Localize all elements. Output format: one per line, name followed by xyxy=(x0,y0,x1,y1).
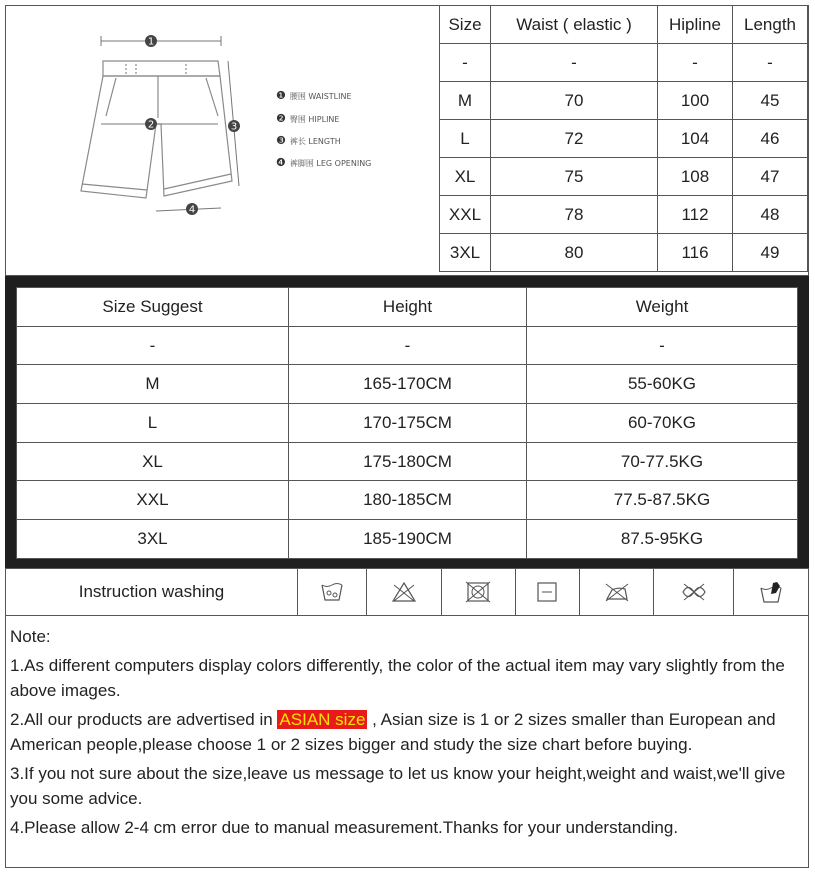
header-height: Height xyxy=(289,288,527,327)
table-cell: 45 xyxy=(733,82,808,120)
table-row xyxy=(440,158,808,196)
legend-length: ❸ 裤长 LENGTH xyxy=(276,134,341,147)
table-cell: 3XL xyxy=(440,234,491,272)
table-cell: - xyxy=(17,326,289,365)
note-item-2-cont: American people,please choose 1 or 2 sizes bigger and study the size chart before buying. xyxy=(10,735,693,754)
hand-wash-glove-icon xyxy=(734,569,809,616)
washing-label: Instruction washing xyxy=(6,569,298,616)
shorts-illustration xyxy=(6,6,439,275)
note-title: Note: xyxy=(10,627,51,646)
marker-2: 2 xyxy=(147,119,155,131)
table-cell: XXL xyxy=(440,196,491,234)
table-cell: - xyxy=(491,44,658,82)
table-cell: 170-175CM xyxy=(289,404,527,443)
table-cell: 46 xyxy=(733,120,808,158)
dry-flat-icon xyxy=(516,569,580,616)
note-section xyxy=(5,616,809,868)
hand-wash-icon xyxy=(298,569,367,616)
table-cell: 175-180CM xyxy=(289,442,527,481)
legend-waistline: ❶ 腰围 WAISTLINE xyxy=(276,89,352,102)
header-size-suggest: Size Suggest xyxy=(17,288,289,327)
table-cell: 112 xyxy=(658,196,733,234)
table-row xyxy=(440,234,808,272)
header-weight: Weight xyxy=(527,288,798,327)
table-cell: M xyxy=(440,82,491,120)
marker-4: 4 xyxy=(188,204,196,216)
table-row xyxy=(17,326,798,365)
table-cell: - xyxy=(733,44,808,82)
marker-1: 1 xyxy=(147,36,155,48)
table-cell: L xyxy=(440,120,491,158)
shorts-measurement-diagram xyxy=(6,6,439,275)
iron-low-icon xyxy=(579,569,654,616)
marker-3: 3 xyxy=(230,121,238,133)
size-suggest-section xyxy=(5,276,809,568)
table-row xyxy=(17,481,798,520)
table-header-row xyxy=(17,288,798,327)
size-chart-section xyxy=(5,5,809,276)
table-cell: XL xyxy=(440,158,491,196)
note-item-1: 1.As different computers display colors differently, the color of the actual item may vary slightly from the above images. xyxy=(10,656,785,700)
table-cell: 55-60KG xyxy=(527,365,798,404)
no-dry-clean-icon xyxy=(654,569,734,616)
table-cell: 75 xyxy=(491,158,658,196)
table-cell: 70-77.5KG xyxy=(527,442,798,481)
table-cell: M xyxy=(17,365,289,404)
asian-size-highlight: ASIAN size xyxy=(279,710,366,729)
no-bleach-icon xyxy=(367,569,442,616)
table-cell: - xyxy=(440,44,491,82)
table-cell: 104 xyxy=(658,120,733,158)
note-item-4: 4.Please allow 2-4 cm error due to manual measurement.Thanks for your understanding. xyxy=(10,818,679,837)
table-row xyxy=(17,442,798,481)
table-header-row xyxy=(440,6,808,44)
table-cell: 47 xyxy=(733,158,808,196)
table-cell: 108 xyxy=(658,158,733,196)
table-cell: 116 xyxy=(658,234,733,272)
table-row xyxy=(17,520,798,559)
table-cell: 87.5-95KG xyxy=(527,520,798,559)
table-row xyxy=(440,120,808,158)
table-row xyxy=(17,365,798,404)
table-cell: - xyxy=(289,326,527,365)
table-cell: 60-70KG xyxy=(527,404,798,443)
table-cell: - xyxy=(658,44,733,82)
table-cell: 70 xyxy=(491,82,658,120)
table-row xyxy=(440,44,808,82)
table-cell: 3XL xyxy=(17,520,289,559)
legend-leg-opening: ❹ 裤脚围 LEG OPENING xyxy=(276,156,372,169)
table-cell: 185-190CM xyxy=(289,520,527,559)
table-cell: 77.5-87.5KG xyxy=(527,481,798,520)
table-cell: 48 xyxy=(733,196,808,234)
table-row xyxy=(440,82,808,120)
size-suggest-table xyxy=(16,287,798,559)
note-item-2: 2.All our products are advertised in ASIAN size , Asian size is 1 or 2 sizes smaller than European and xyxy=(10,710,776,729)
table-row xyxy=(17,404,798,443)
size-measurement-table xyxy=(439,5,808,272)
note-item-3: 3.If you not sure about the size,leave us message to let us know your height,weight and waist,we'll give you some advice. xyxy=(10,764,786,808)
table-cell: 78 xyxy=(491,196,658,234)
table-cell: XL xyxy=(17,442,289,481)
header-length: Length xyxy=(733,6,808,44)
table-cell: XXL xyxy=(17,481,289,520)
table-cell: 72 xyxy=(491,120,658,158)
header-hipline: Hipline xyxy=(658,6,733,44)
table-cell: 180-185CM xyxy=(289,481,527,520)
table-cell: L xyxy=(17,404,289,443)
header-waist: Waist ( elastic ) xyxy=(491,6,658,44)
table-cell: 165-170CM xyxy=(289,365,527,404)
table-row xyxy=(440,196,808,234)
table-cell: - xyxy=(527,326,798,365)
legend-hipline: ❷ 臀围 HIPLINE xyxy=(276,112,340,125)
no-tumble-dry-icon xyxy=(441,569,516,616)
table-cell: 49 xyxy=(733,234,808,272)
washing-instructions-row xyxy=(5,568,809,616)
table-cell: 80 xyxy=(491,234,658,272)
header-size: Size xyxy=(440,6,491,44)
table-cell: 100 xyxy=(658,82,733,120)
